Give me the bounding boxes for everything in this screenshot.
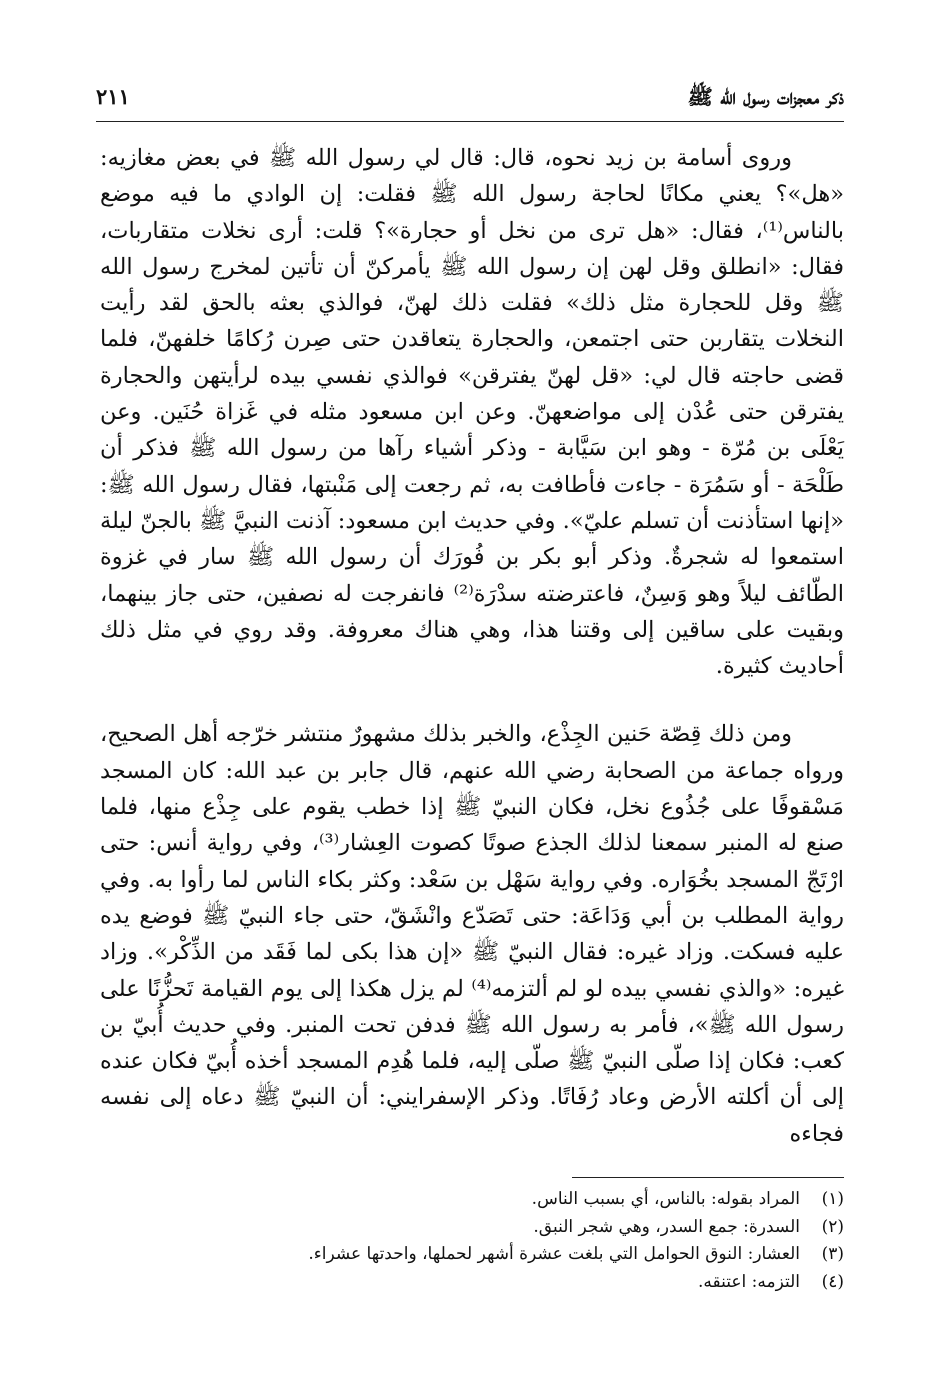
footnote-rule bbox=[572, 1177, 844, 1178]
footnote-number: (٤) bbox=[821, 1271, 844, 1292]
running-title: ذكر معجزات رسول الله ﷺ bbox=[687, 84, 844, 109]
footnote-number: (٢) bbox=[821, 1216, 844, 1237]
paragraph-2: ومن ذلك قِصّة حَنين الجِذْع، والخبر بذلك مشهورٌ منتشر خرّجه أهل الصحيح، ورواه جماعة من الصحابة رضي الله عنهم، قال جابر بن عبد الله: كان المسجد مَسْقوفًا على جُذُوع نخل، فكان النبيّ ﷺ إذا خطب يقوم على جِذْع منها، فلما صنع له المنبر سمعنا لذلك الجذع صوتًا كصوت العِشار⁽³⁾، وفي رواية أنس: حتى ارْتَجّ المسجد بخُوَاره. وفي رواية سَهْل بن سَعْد: وكثر بكاء الناس لما رأوا به. وفي رواية المطلب بن أبي وَدَاعَة: حتى تَصَدّع وانْشَقّ، حتى جاء النبيّ ﷺ فوضع يده عليه فسكت. وزاد غيره: فقال النبيّ ﷺ «إن هذا بكى لما فَقَد من الذِّكْر». وزاد غيره: «والذي نفسي بيده لو لم ألتزمه⁽⁴⁾ لم يزل هكذا إلى يوم القيامة تَحزُّنًا على رسول الله ﷺ»، فأمر به رسول الله ﷺ فدفن تحت المنبر. وفي حديث أُبيّ بن كعب: فكان إذا صلّى النبيّ ﷺ صلّى إليه، فلما هُدِم المسجد أخذه أُبيّ فكان عنده إلى أن أكلته الأرض وعاد رُفَاتًا. وذكر الإسفرايني: أن النبيّ ﷺ دعاه إلى نفسه فجاءه bbox=[100, 721, 845, 1147]
footnote-text: التزمه: اعتنقه. bbox=[697, 1271, 800, 1292]
footnote-4 bbox=[96, 1269, 844, 1297]
footnote-2 bbox=[96, 1214, 844, 1242]
footnote-number: (٣) bbox=[821, 1244, 844, 1264]
footnote-text: السدرة: جمع السدر، وهي شجر النبق. bbox=[533, 1216, 800, 1237]
main-text bbox=[100, 140, 844, 1152]
paragraph-1: وروى أسامة بن زيد نحوه، قال: قال لي رسول الله ﷺ في بعض مغازيه: «هل»؟ يعني مكانًا لحاجة رسول الله ﷺ فقلت: إن الوادي ما فيه موضع بالناس⁽¹⁾، فقال: «هل ترى من نخل أو حجارة»؟ قلت: أرى نخلات متقاربات، فقال: «انطلق وقل لهن إن رسول الله ﷺ يأمركنّ أن تأتين لمخرج رسول الله ﷺ وقل للحجارة مثل ذلك» فقلت ذلك لهنّ، فوالذي بعثه بالحق لقد رأيت النخلات يتقاربن حتى اجتمعن، والحجارة يتعاقدن حتى صِرن رُكامًا خلفهنّ، فلما قضى حاجته قال لي: «قل لهنّ يفترقن» فوالذي نفسي بيده لرأيتهن والحجارة يفترقن حتى عُدْن إلى مواضعهنّ. وعن ابن مسعود مثله في غَزاة حُنَين. وعن يَعْلَى بن مُرّة - وهو ابن سَيَّابة - وذكر أشياء رآها من رسول الله ﷺ فذكر أن طَلْحَة - أو سَمُرَة - جاءت فأطافت به، ثم رجعت إلى مَنْبتها، فقال رسول الله ﷺ: «إنها استأذنت أن تسلم عليّ». وفي حديث ابن مسعود: آذنت النبيَّ ﷺ بالجنّ ليلة استمعوا له شجرةٌ. وذكر أبو بكر بن فُورَك أن رسول الله ﷺ سار في غزوة الطّائف ليلاً وهو وَسِنٌ، فاعترضته سدْرَة⁽²⁾ فانفرجت له نصفين، حتى جاز بينهما، وبقيت على ساقين إلى وقتنا هذا، وهي هناك معروفة. وقد روي في مثل ذلك أحاديث كثيرة. bbox=[99, 145, 844, 680]
footnote-1 bbox=[96, 1186, 844, 1214]
footnote-text: العشار: النوق الحوامل التي بلغت عشرة أشهر لحملها، واحدتها عشراء. bbox=[308, 1244, 800, 1264]
footnote-3 bbox=[96, 1241, 844, 1269]
footnote-text: المراد بقوله: بالناس، أي بسبب الناس. bbox=[531, 1189, 800, 1209]
footnote-number: (١) bbox=[821, 1189, 844, 1209]
running-header bbox=[96, 82, 844, 122]
page-number: ٢١١ bbox=[96, 84, 130, 109]
footnotes bbox=[96, 1186, 844, 1296]
header-rule bbox=[96, 121, 844, 122]
